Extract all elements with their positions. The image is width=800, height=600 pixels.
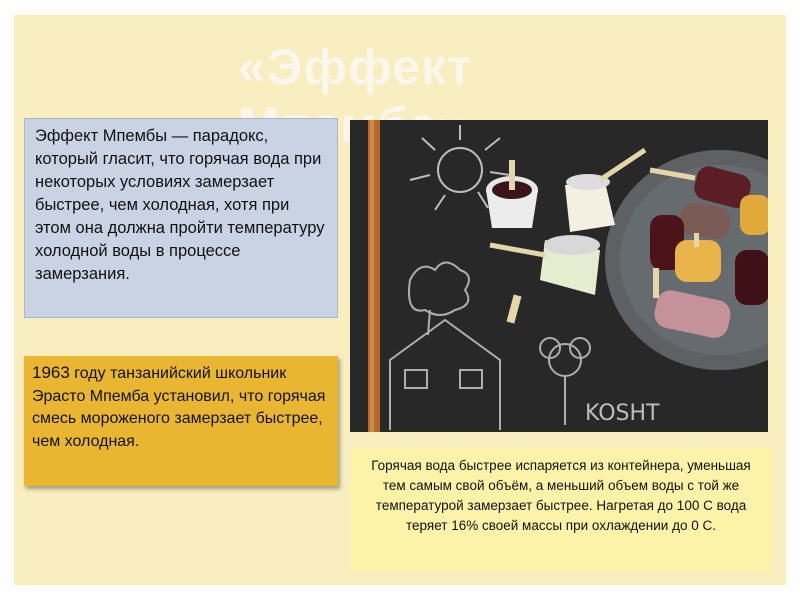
definition-box: Эффект Мпембы — парадокс, который гласит, что горячая вода при некоторых условиях замерзает быстрее, чем холодная, хотя при этом она должна пройти температуру холодной воды в процессе замерзания.	[24, 118, 338, 318]
slide-title: «Эффект	[238, 39, 473, 95]
history-year: 1963	[32, 363, 70, 382]
chalk-writing: KOSHT	[585, 401, 660, 426]
history-text: году танзанийский школьник Эрасто Мпемба установил, что горячая смесь мороженого замерзает быстрее, чем холодная.	[32, 365, 326, 450]
explanation-box: Горячая вода быстрее испаряется из контейнера, уменьшая тем самым свой объём, а меньший объем воды с той же температурой замерзает быстрее. Нагретая до 100 С вода теряет 16% своей массы при охлаждении до 0 С.	[350, 448, 772, 572]
chalkboard-illustration	[350, 120, 768, 432]
history-box	[24, 356, 338, 486]
ice-cream-photo	[350, 120, 768, 432]
